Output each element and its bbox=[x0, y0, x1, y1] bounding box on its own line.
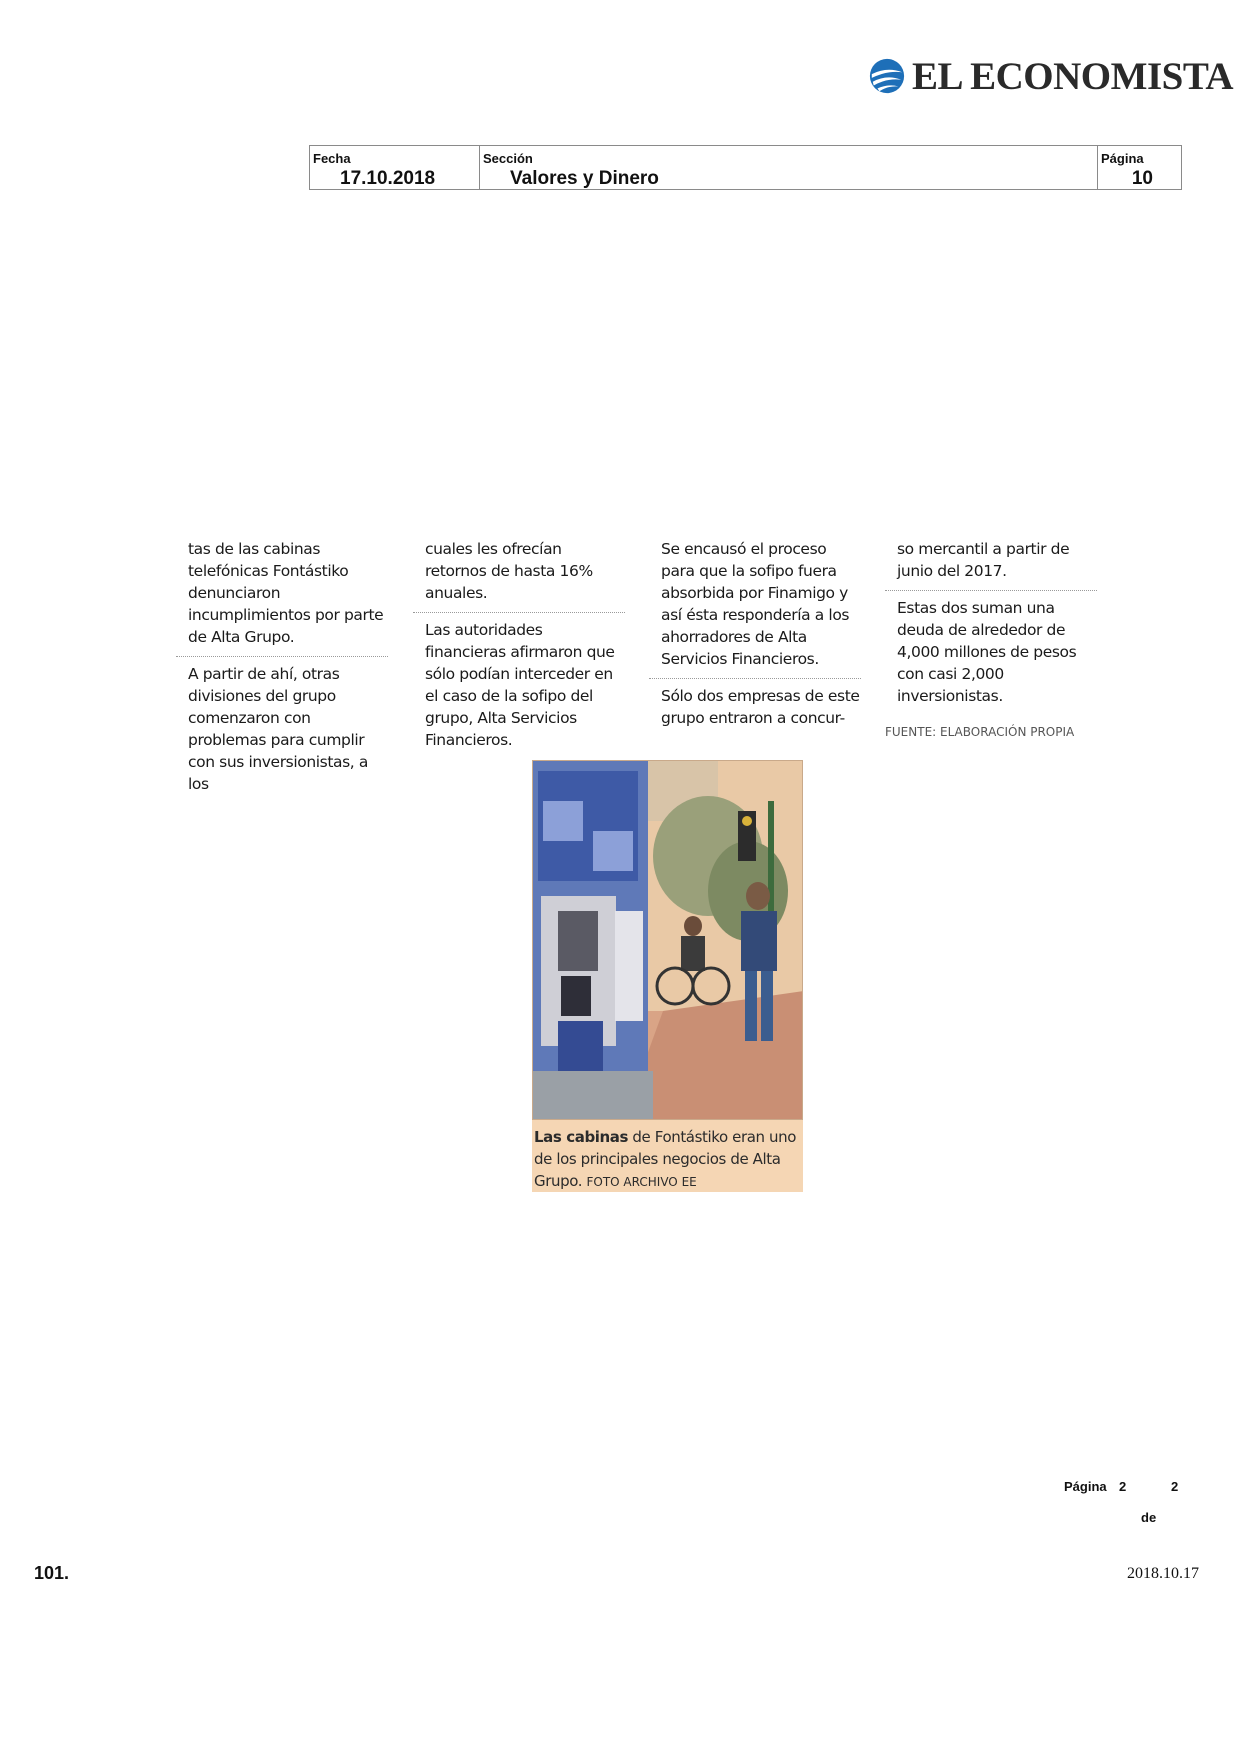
caption-text: de Fontástiko eran uno de los principales negocios de Alta Grupo. bbox=[534, 1128, 797, 1190]
paragraph: so mercantil a partir de junio del 2017. bbox=[897, 540, 1070, 580]
paragraph: cuales les ofrecían retornos de hasta 16% anuales. bbox=[425, 540, 593, 602]
paragraph: Se encausó el proceso para que la sofipo fuera absorbida por Finamigo y así ésta respondería a los ahorradores de Alta Servicios Financieros. bbox=[661, 540, 850, 668]
source-note: FUENTE: ELABORACIÓN PROPIA bbox=[885, 725, 1075, 739]
footer-pagina-label: Página bbox=[1064, 1479, 1107, 1494]
seccion-value: Valores y Dinero bbox=[510, 168, 659, 189]
paragraph: tas de las cabinas telefónicas Fontástiko denunciaron incumplimientos por parte de Alta Grupo. bbox=[188, 540, 384, 646]
fecha-label: Fecha bbox=[313, 151, 351, 166]
caption-lead: Las cabinas bbox=[534, 1128, 629, 1146]
fecha-value: 17.10.2018 bbox=[340, 168, 436, 189]
article-column-3 bbox=[649, 536, 861, 737]
fecha-cell bbox=[310, 146, 480, 189]
article-photo bbox=[532, 760, 803, 1120]
photo-caption bbox=[532, 1120, 803, 1192]
photo-credit: FOTO ARCHIVO EE bbox=[586, 1175, 697, 1189]
pagina-label: Página bbox=[1101, 151, 1144, 166]
paragraph: A partir de ahí, otras divisiones del grupo comenzaron con problemas para cumplir con sus inversionistas, a los bbox=[176, 656, 388, 803]
paragraph: Estas dos suman una deuda de alrededor de 4,000 millones de pesos con casi 2,000 inversionistas. bbox=[885, 590, 1097, 715]
pagina-cell bbox=[1098, 146, 1181, 189]
logo-text: EL ECONOMISTA bbox=[912, 54, 1234, 98]
article-column-4 bbox=[885, 536, 1097, 751]
article-column-2 bbox=[413, 536, 625, 759]
masthead-logo bbox=[868, 56, 1233, 96]
footer-page-total: 2 bbox=[1171, 1479, 1179, 1494]
footer-date: 2018.10.17 bbox=[1127, 1565, 1199, 1582]
paragraph: Sólo dos empresas de este grupo entraron a concur- bbox=[649, 678, 861, 737]
footer-code: 101. bbox=[34, 1563, 70, 1583]
pagina-value: 10 bbox=[1131, 168, 1153, 189]
globe-swirl-icon bbox=[868, 57, 906, 95]
footer-de-label: de bbox=[1141, 1510, 1157, 1525]
document-info-table bbox=[309, 145, 1182, 190]
seccion-label: Sección bbox=[483, 151, 533, 166]
footer-page-number: 2 bbox=[1119, 1479, 1127, 1494]
article-column-1 bbox=[176, 536, 388, 803]
seccion-cell bbox=[480, 146, 1098, 189]
paragraph: Las autoridades financieras afirmaron que sólo podían interceder en el caso de la sofipo del grupo, Alta Servicios Financieros. bbox=[413, 612, 625, 759]
